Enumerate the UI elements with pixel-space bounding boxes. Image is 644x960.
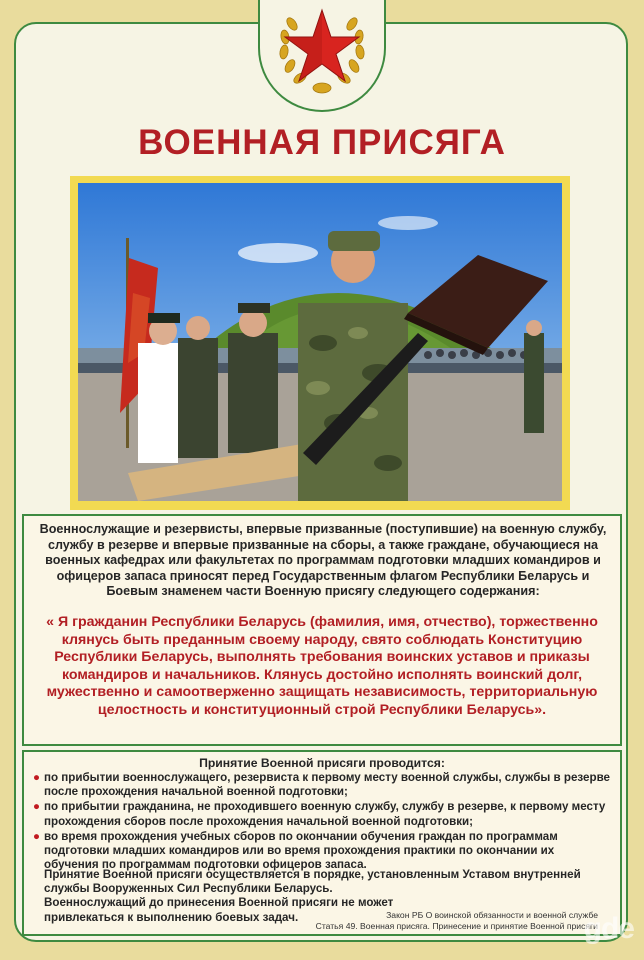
law-line-1: Закон РБ О воинской обязанности и военной службе [386,910,598,920]
red-star-laurel-icon [270,4,374,100]
watermark: gde [583,912,634,945]
list-item: ● по прибытии гражданина, не проходившего военную службу, службу в резерве, к первому месту прохождения сборов после прохождения начальной военной подготовки; [33,800,606,828]
poster-title: ВОЕННАЯ ПРИСЯГА [138,123,506,162]
law-reference [316,910,598,931]
law-line-2: Статья 49. Военная присяга. Принесение и принятие Военной присяги [315,920,598,931]
emblem-tab [258,0,386,112]
closing-line-2: Военнослужащий до принесения Военной присяги не может привлекаться к выполнению боевых задач. [44,896,394,924]
procedure-list [32,771,612,873]
oath-text-box [22,514,622,746]
list-item: ● во время прохождения учебных сборов по окончании обучения граждан по программам подготовки младших командиров или во время прохождения практики по окончании их обучения по программам подготовки офицеров запаса. [33,829,558,872]
oath-ceremony-photo [78,183,562,501]
intro-text: Военнослужащие и резервисты, впервые призванные (поступившие) на военную службу, службу в резерве и впервые призванные на сборы, а также граждане, обучающиеся на военных кафедрах или факультетах по программам подготовки младших командиров и офицеров запаса приносят перед Государственным флагом Республики Беларусь и Боевым знаменем части Военную присягу следующего содержания: [39,522,607,599]
closing-line-1: Принятие Военной присяги осуществляется в порядке, установленным Уставом внутренней службы Вооруженных Сил Республики Беларусь. [44,868,581,896]
oath-text: « Я гражданин Республики Беларусь (фамилия, имя, отчество), торжественно клянусь быть преданным своему народу, свято соблюдать Конституцию Республики Беларусь, выполнять требования воинских уставов и приказы командиров и начальников. Клянусь достойно исполнять воинский долг, мужественно и самоотверженно защищать независимость, территориальную целостность и конституционный строй Республики Беларусь». [46,614,598,718]
procedure-box [22,750,622,936]
bullet-icon: ● [33,829,41,843]
bullet-icon: ● [33,800,41,814]
bullet-icon: ● [33,771,41,784]
procedure-title: Принятие Военной присяги проводится: [199,756,445,770]
list-item: ● по прибытии военнослужащего, резервиста к первому месту военной службы, службы в резерве после прохождения начальной военной подготовки; [33,771,610,799]
